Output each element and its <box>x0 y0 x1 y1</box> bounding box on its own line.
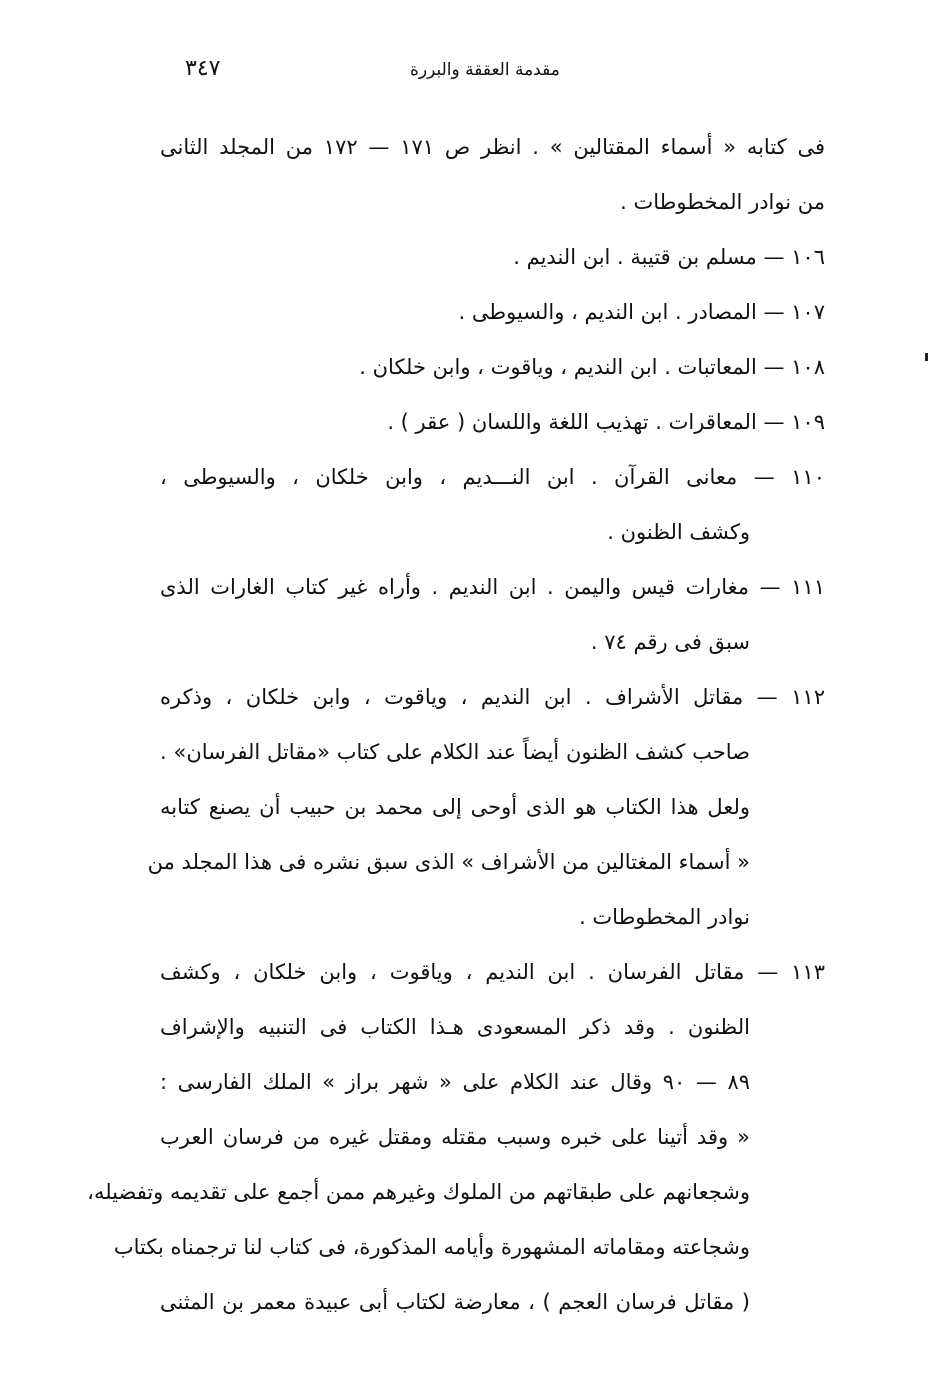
text-line: « وقد أتينا على خبره وسبب مقتله ومقتل غيره من فرسان العرب <box>160 1125 750 1149</box>
text-line: ١٠٦ — مسلم بن قتيبة . ابن النديم . <box>513 245 825 269</box>
text-line: ١٠٩ — المعاقرات . تهذيب اللغة واللسان ( عقر ) . <box>387 410 825 434</box>
text-line: « أسماء المغتالين من الأشراف » الذى سبق نشره فى هذا المجلد من <box>147 850 750 874</box>
entry-110 <box>160 450 825 560</box>
entry-113 <box>87 945 825 1330</box>
text-line: ١١٣ — مقاتل الفرسان . ابن النديم ، وياقوت ، وابن خلكان ، وكشف <box>160 960 825 984</box>
entry-109 <box>160 395 825 450</box>
entry-107 <box>160 285 825 340</box>
text-line: الظنون . وقد ذكر المسعودى هـذا الكتاب فى التنبيه والإشراف <box>160 1015 750 1039</box>
body-text <box>87 120 825 1330</box>
text-line: ١٠٨ — المعاتبات . ابن النديم ، وياقوت ، وابن خلكان . <box>359 355 825 379</box>
entry-112 <box>147 670 825 945</box>
text-line: ٨٩ — ٩٠ وقال عند الكلام على « شهر براز » الملك الفارسى : <box>160 1070 751 1094</box>
text-line: وشجعانهم على طبقاتهم من الملوك وغيرهم ممن أجمع على تقديمه وتفضيله، <box>87 1180 750 1204</box>
text-line: ولعل هذا الكتاب هو الذى أوحى إلى محمد بن حبيب أن يصنع كتابه <box>160 795 750 819</box>
text-line: ١١٠ — معانى القرآن . ابن النـــديم ، وابن خلكان ، والسيوطى ، <box>160 465 825 489</box>
text-line: فى كتابه « أسماء المقتالين » . انظر ص ١٧١ — ١٧٢ من المجلد الثانى <box>160 135 825 159</box>
text-line: صاحب كشف الظنون أيضاً عند الكلام على كتاب «مقاتل الفرسان» . <box>160 740 750 764</box>
entry-106 <box>160 230 825 285</box>
text-line: وشجاعته ومقاماته المشهورة وأيامه المذكورة، فى كتاب لنا ترجمناه بكتاب <box>113 1235 750 1259</box>
text-line: ١١١ — مغارات قيس واليمن . ابن النديم . وأراه غير كتاب الغارات الذى <box>160 575 825 599</box>
entry-111 <box>160 560 825 670</box>
text-line: ١١٢ — مقاتل الأشراف . ابن النديم ، وياقوت ، وابن خلكان ، وذكره <box>160 685 825 709</box>
text-line: ١٠٧ — المصادر . ابن النديم ، والسيوطى . <box>458 300 825 324</box>
text-line: ( مقاتل فرسان العجم ) ، معارضة لكتاب أبى عبيدة معمر بن المثنى <box>160 1290 750 1314</box>
page-header <box>185 56 745 90</box>
margin-mark <box>925 353 928 361</box>
entry-108 <box>160 340 825 395</box>
text-line: نوادر المخطوطات . <box>579 905 750 929</box>
text-line: وكشف الظنون . <box>607 520 750 544</box>
text-line: سبق فى رقم ٧٤ . <box>590 630 750 654</box>
running-title: مقدمة العققة والبررة <box>410 60 560 80</box>
page-number: ٣٤٧ <box>185 56 221 81</box>
entry-continuation <box>160 120 825 230</box>
text-line: من نوادر المخطوطات . <box>620 190 825 214</box>
